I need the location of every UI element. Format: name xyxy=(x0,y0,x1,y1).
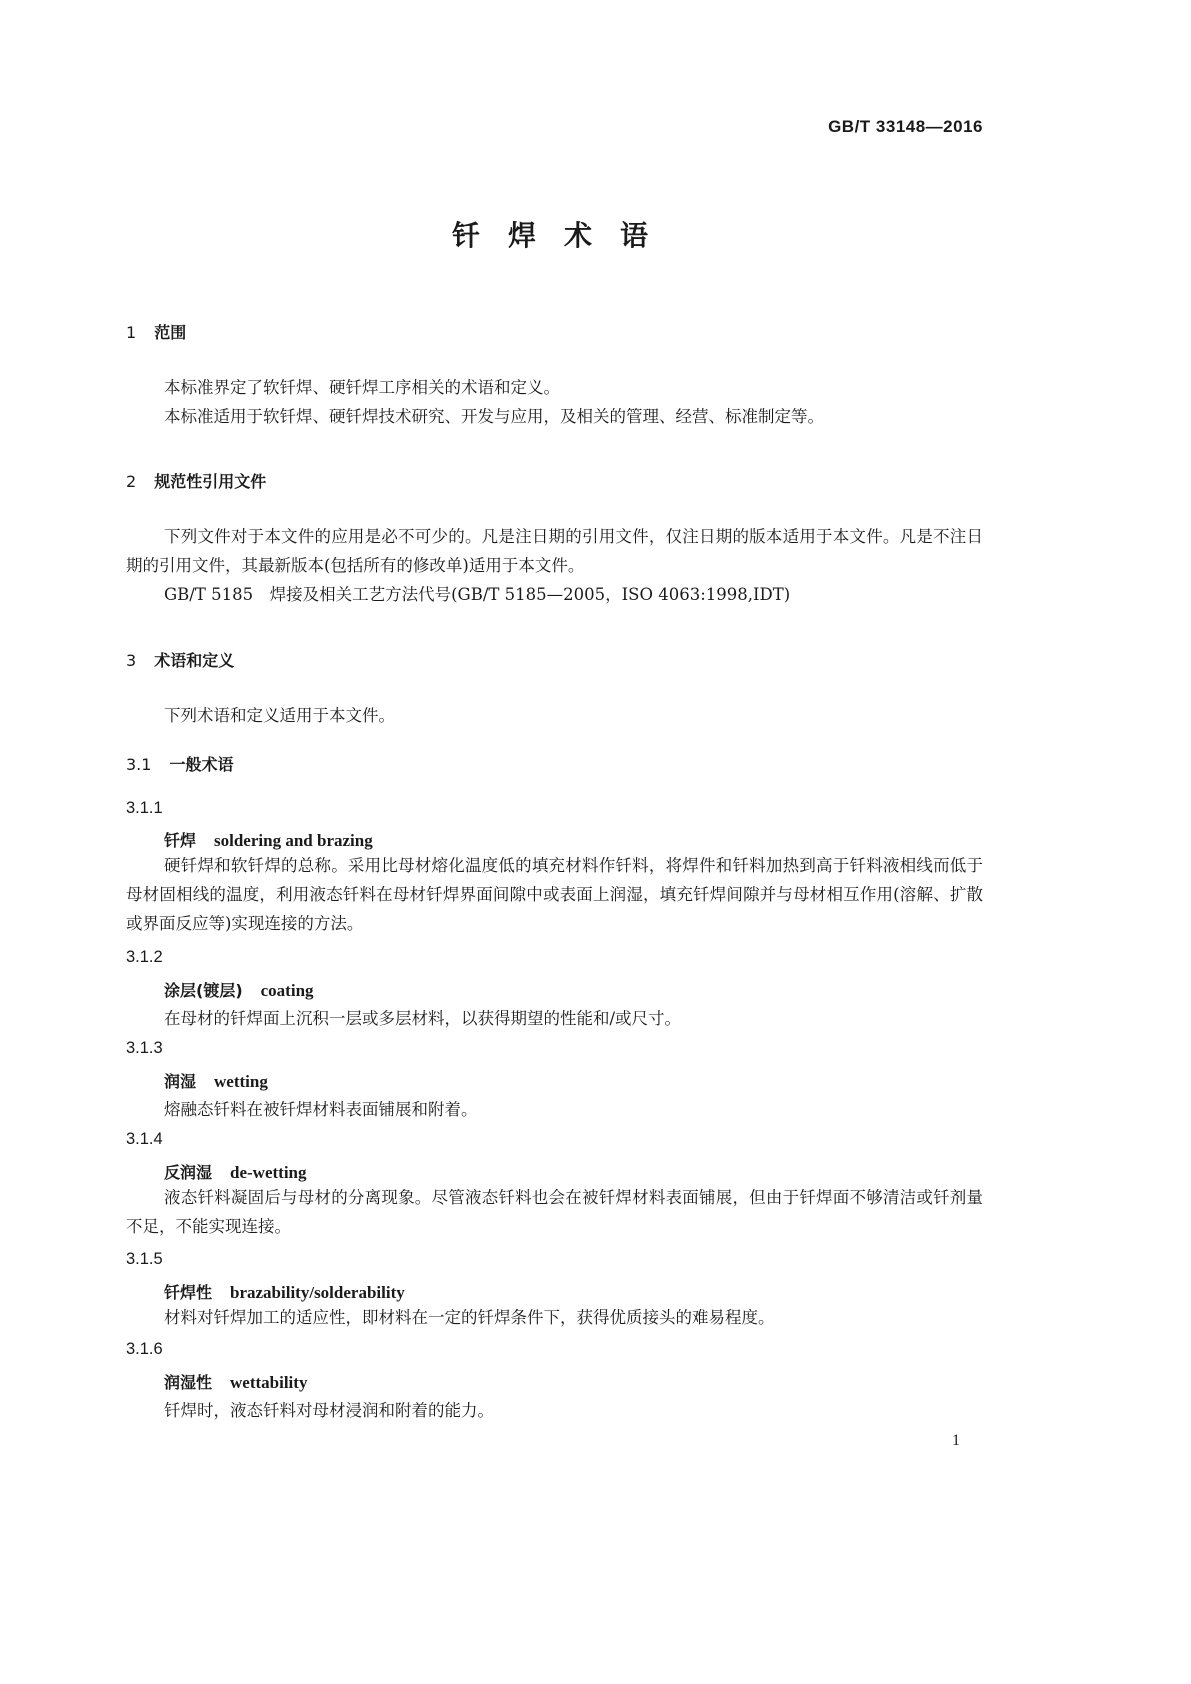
term-number: 3.1.4 xyxy=(126,1130,163,1148)
page-number: 1 xyxy=(952,1432,960,1449)
section-number: 1 xyxy=(126,323,137,342)
section-title: 一般术语 xyxy=(169,755,234,774)
section-number: 2 xyxy=(126,472,137,491)
section-heading-scope xyxy=(126,320,186,343)
section-number: 3 xyxy=(126,651,137,670)
standard-code: GB/T 33148—2016 xyxy=(828,117,983,136)
section-heading-terms xyxy=(126,648,234,671)
term-name xyxy=(164,1160,307,1183)
term-definition: 硬钎焊和软钎焊的总称。采用比母材熔化温度低的填充材料作钎料，将焊件和钎料加热到高于钎料液相线而低于母材固相线的温度，利用液态钎料在母材钎焊界面间隙中或表面上润湿，填充钎焊间隙并与母材相互作用(溶解、扩散或界面反应等)实现连接的方法。 xyxy=(126,856,983,933)
term-name-zh: 涂层(镀层) xyxy=(164,981,243,1000)
term-number: 3.1.1 xyxy=(126,799,163,817)
subsection-heading-general-terms xyxy=(126,752,233,775)
term-name-zh: 钎焊 xyxy=(164,831,197,850)
term-name-en: wettability xyxy=(230,1373,308,1392)
term-name-zh: 润湿 xyxy=(164,1072,197,1091)
term-definition: 液态钎料凝固后与母材的分离现象。尽管液态钎料也会在被钎焊材料表面铺展，但由于钎焊面不够清洁或钎剂量不足，不能实现连接。 xyxy=(126,1188,983,1236)
term-definition: 在母材的钎焊面上沉积一层或多层材料，以获得期望的性能和/或尺寸。 xyxy=(164,1009,682,1028)
document-title: 钎焊术语 xyxy=(451,219,676,252)
section-heading-normative-references xyxy=(126,469,266,492)
term-definition: 材料对钎焊加工的适应性，即材料在一定的钎焊条件下，获得优质接头的难易程度。 xyxy=(164,1308,775,1327)
term-number: 3.1.5 xyxy=(126,1250,163,1268)
references-paragraph: 下列文件对于本文件的应用是必不可少的。凡是注日期的引用文件，仅注日期的版本适用于本文件。凡是不注日期的引用文件，其最新版本(包括所有的修改单)适用于本文件。 xyxy=(126,527,983,575)
term-name-zh: 润湿性 xyxy=(164,1373,213,1392)
terms-intro-paragraph: 下列术语和定义适用于本文件。 xyxy=(164,706,395,725)
term-number: 3.1.2 xyxy=(126,948,163,966)
term-name-en: coating xyxy=(260,981,314,1000)
term-name-en: wetting xyxy=(214,1072,268,1091)
term-definition: 熔融态钎料在被钎焊材料表面铺展和附着。 xyxy=(164,1100,478,1119)
section-number: 3.1 xyxy=(126,755,152,774)
term-name-zh: 反润湿 xyxy=(164,1163,213,1182)
term-name-zh: 钎焊性 xyxy=(164,1283,213,1302)
section-title: 范围 xyxy=(154,323,187,342)
term-name xyxy=(164,1370,307,1393)
scope-paragraph-2: 本标准适用于软钎焊、硬钎焊技术研究、开发与应用，及相关的管理、经营、标准制定等。 xyxy=(164,407,824,426)
section-title: 规范性引用文件 xyxy=(154,472,267,491)
section-title: 术语和定义 xyxy=(154,651,235,670)
term-name xyxy=(164,828,373,851)
term-name xyxy=(164,1069,268,1092)
term-name xyxy=(164,978,314,1001)
term-number: 3.1.3 xyxy=(126,1039,163,1057)
term-definition: 钎焊时，液态钎料对母材浸润和附着的能力。 xyxy=(164,1401,494,1420)
term-name xyxy=(164,1280,405,1303)
term-number: 3.1.6 xyxy=(126,1340,163,1358)
reference-entry: GB/T 5185 焊接及相关工艺方法代号(GB/T 5185—2005，ISO 4063:1998,IDT) xyxy=(164,585,791,604)
term-name-en: soldering and brazing xyxy=(214,831,373,850)
scope-paragraph-1: 本标准界定了软钎焊、硬钎焊工序相关的术语和定义。 xyxy=(164,378,560,397)
term-name-en: de-wetting xyxy=(230,1163,307,1182)
term-name-en: brazability/solderability xyxy=(230,1283,405,1302)
